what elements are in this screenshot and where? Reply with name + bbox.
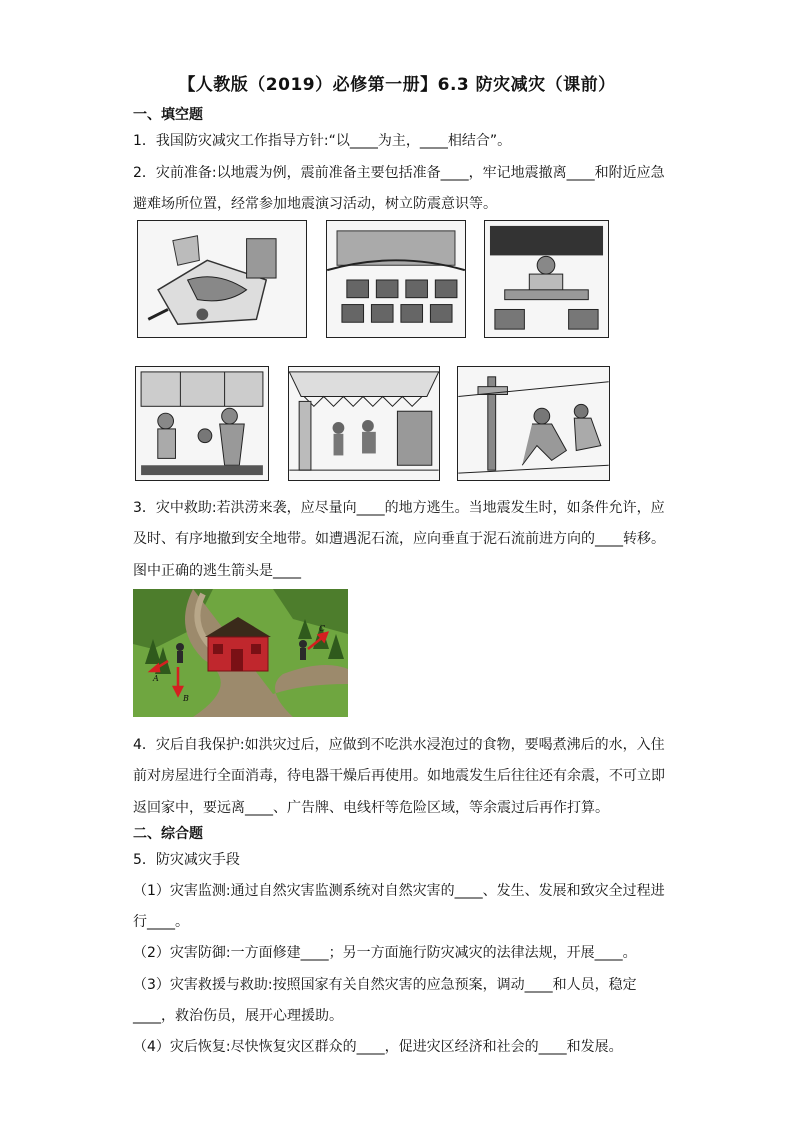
question-3-line-1: 3．灾中救助:若洪涝来袭，应尽量向____的地方逃生。当地震发生时，如条件允许，应: [133, 500, 665, 516]
question-5-part-1-line-1: （1）灾害监测:通过自然灾害监测系统对自然灾害的____、发生、发展和致灾全过程进: [133, 883, 665, 899]
question-2-line-1: 2．灾前准备:以地震为例，震前准备主要包括准备____，牢记地震撤离____和附近应急: [133, 165, 665, 181]
question-3-line-3: 图中正确的逃生箭头是____: [133, 563, 301, 579]
arrow-label-b: B: [183, 694, 189, 703]
question-5-part-2: （2）灾害防御:一方面修建____；另一方面施行防灾减灾的法律法规，开展____。: [133, 945, 637, 961]
question-4-line-3: 返回家中，要远离____、广告牌、电线杆等危险区域，等余震过后再作打算。: [133, 800, 609, 816]
section-heading-comprehensive: 二、综合题: [133, 826, 203, 842]
figure-debris-flow-escape: [133, 589, 348, 717]
illustration-shop-escape: [288, 366, 440, 481]
question-1: 1．我国防灾减灾工作指导方针:“以____为主，____相结合”。: [133, 133, 512, 149]
question-5: 5．防灾减灾手段: [133, 852, 240, 868]
illustration-bedroom-earthquake: [137, 220, 307, 338]
question-5-part-1-line-2: 行____。: [133, 914, 189, 930]
question-5-part-3-line-2: ____，救治伤员，展开心理援助。: [133, 1008, 343, 1024]
page-title: 【人教版（2019）必修第一册】6.3 防灾减灾（课前）: [178, 75, 616, 95]
question-3-line-2: 及时、有序地撤到安全地带。如遭遇泥石流，应向垂直于泥石流前进方向的____转移。: [133, 531, 665, 547]
illustration-classroom-earthquake: [326, 220, 466, 338]
illustration-bus-passengers: [135, 366, 269, 481]
section-heading-fill-blank: 一、填空题: [133, 107, 203, 123]
question-5-part-4: （4）灾后恢复:尽快恢复灾区群众的____，促进灾区经济和社会的____和发展。: [133, 1039, 623, 1055]
arrow-label-c: C: [319, 624, 326, 633]
illustration-teacher-desk: [484, 220, 609, 338]
illustration-outdoor-running: [457, 366, 610, 481]
question-5-part-3-line-1: （3）灾害救援与救助:按照国家有关自然灾害的应急预案，调动____和人员，稳定: [133, 977, 637, 993]
question-4-line-2: 前对房屋进行全面消毒，待电器干燥后再使用。如地震发生后往往还有余震，不可立即: [133, 768, 665, 784]
question-2-line-2: 避难场所位置，经常参加地震演习活动，树立防震意识等。: [133, 196, 497, 212]
question-4-line-1: 4．灾后自我保护:如洪灾过后，应做到不吃洪水浸泡过的食物，要喝煮沸后的水，入住: [133, 737, 665, 753]
arrow-label-a: A: [153, 674, 159, 683]
